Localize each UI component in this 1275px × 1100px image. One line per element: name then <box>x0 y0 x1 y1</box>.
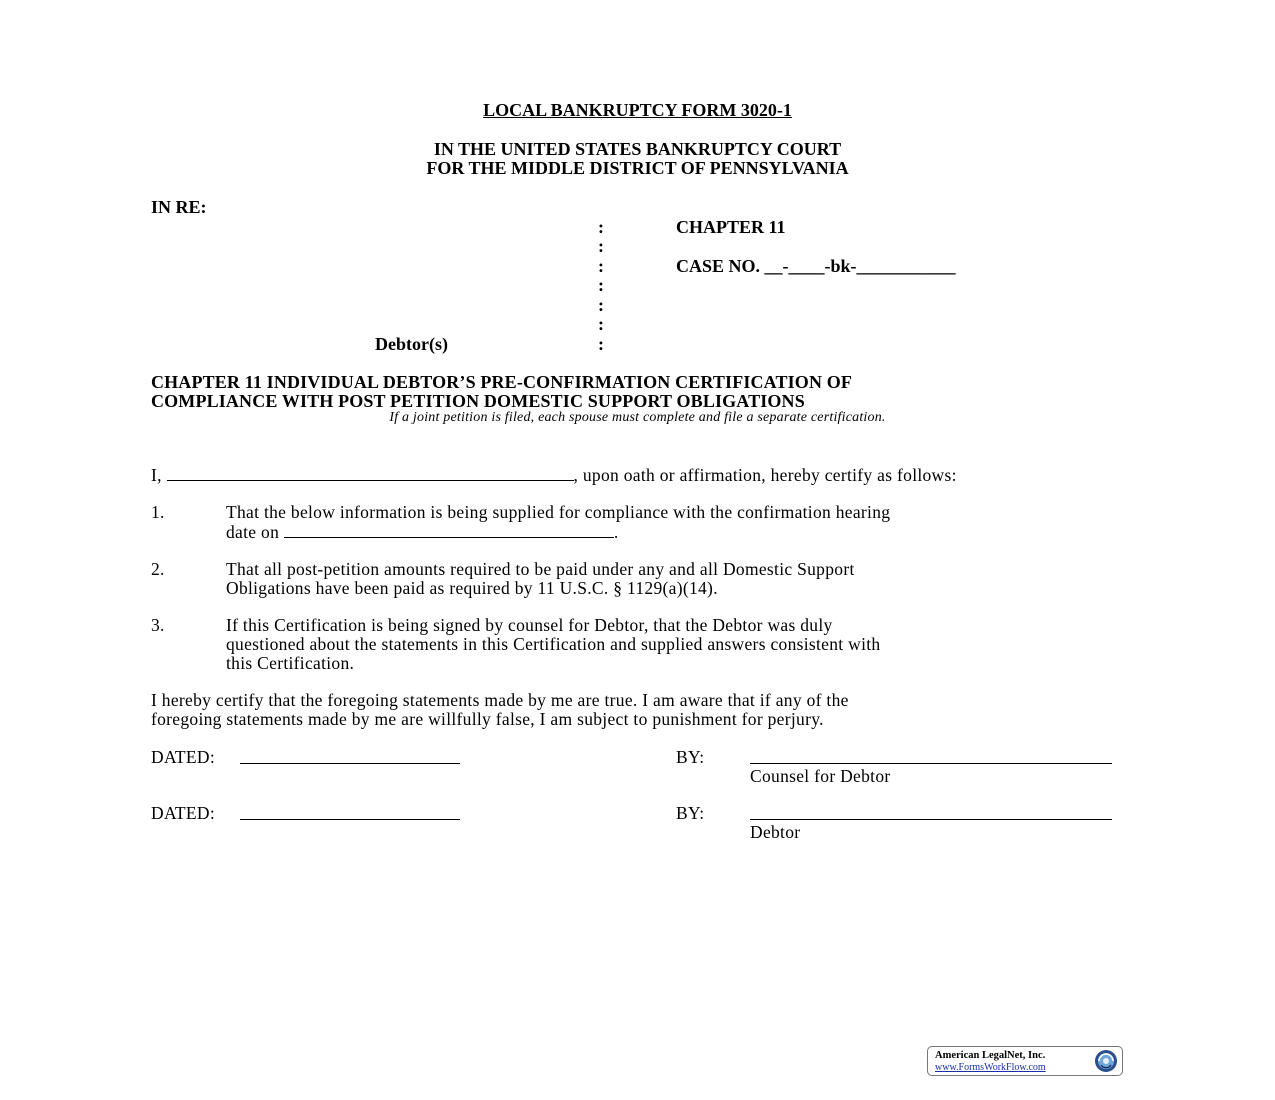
caption-colon: : <box>598 334 604 354</box>
signer-label: Counsel for Debtor <box>750 766 891 786</box>
item-number: 1. <box>151 502 165 522</box>
caption-colon: : <box>598 275 604 295</box>
item-text: this Certification. <box>226 653 355 673</box>
form-title: LOCAL BANKRUPTCY FORM 3020-1 <box>483 100 792 120</box>
item-text-prefix: date on <box>226 522 280 542</box>
caption-colon: : <box>598 256 604 276</box>
american-legalnet-logo[interactable] <box>927 1046 1123 1076</box>
item-text: That the below information is being supplied for compliance with the confirmation hearing <box>226 502 891 522</box>
in-re-label: IN RE: <box>151 197 207 217</box>
hearing-date-blank[interactable] <box>284 522 614 538</box>
affiant-name-blank[interactable] <box>167 465 574 481</box>
court-name-line-2: FOR THE MIDDLE DISTRICT OF PENNSYLVANIA <box>426 158 849 178</box>
item-number: 2. <box>151 559 165 579</box>
logo-company-name: American LegalNet, Inc. <box>935 1050 1046 1061</box>
by-label: BY: <box>676 803 705 823</box>
date-blank[interactable] <box>240 819 460 820</box>
date-blank[interactable] <box>240 763 460 764</box>
by-label: BY: <box>676 747 705 767</box>
oath-statement <box>151 465 957 485</box>
item-number: 3. <box>151 615 165 635</box>
certification-text: I hereby certify that the foregoing statements made by me are true. I am aware that if any of the <box>151 690 849 710</box>
debtor-label: Debtor(s) <box>375 334 448 354</box>
case-number: CASE NO. __-____-bk-___________ <box>676 256 956 276</box>
item-text-suffix: . <box>613 522 619 542</box>
caption-colon: : <box>598 295 604 315</box>
logo-url-link[interactable]: www.FormsWorkFlow.com <box>935 1062 1046 1073</box>
dated-label: DATED: <box>151 803 216 823</box>
dated-label: DATED: <box>151 747 216 767</box>
oath-suffix: , upon oath or affirmation, hereby certify as follows: <box>573 465 957 485</box>
court-name-line-1: IN THE UNITED STATES BANKRUPTCY COURT <box>433 139 842 159</box>
oath-prefix: I, <box>151 465 162 485</box>
item-text <box>226 522 619 542</box>
joint-petition-note: If a joint petition is filed, each spouse must complete and file a separate certification. <box>389 410 886 425</box>
chapter-label: CHAPTER 11 <box>676 217 786 237</box>
item-text: That all post-petition amounts required to be paid under any and all Domestic Support <box>226 559 855 579</box>
item-text: questioned about the statements in this Certification and supplied answers consistent with <box>226 634 881 654</box>
document-title-line-1: CHAPTER 11 INDIVIDUAL DEBTOR’S PRE-CONFIRMATION CERTIFICATION OF <box>151 372 853 392</box>
caption-colon: : <box>598 217 604 237</box>
certification-text: foregoing statements made by me are willfully false, I am subject to punishment for perjury. <box>151 709 824 729</box>
caption-colon: : <box>598 236 604 256</box>
document-title-line-2: COMPLIANCE WITH POST PETITION DOMESTIC SUPPORT OBLIGATIONS <box>151 391 805 411</box>
signature-line[interactable] <box>750 819 1112 820</box>
signer-label: Debtor <box>750 822 801 842</box>
item-text: Obligations have been paid as required by 11 U.S.C. § 1129(a)(14). <box>226 578 718 598</box>
signature-line[interactable] <box>750 763 1112 764</box>
globe-logo-icon <box>1091 1048 1119 1074</box>
caption-colon: : <box>598 314 604 334</box>
item-text: If this Certification is being signed by counsel for Debtor, that the Debtor was duly <box>226 615 833 635</box>
